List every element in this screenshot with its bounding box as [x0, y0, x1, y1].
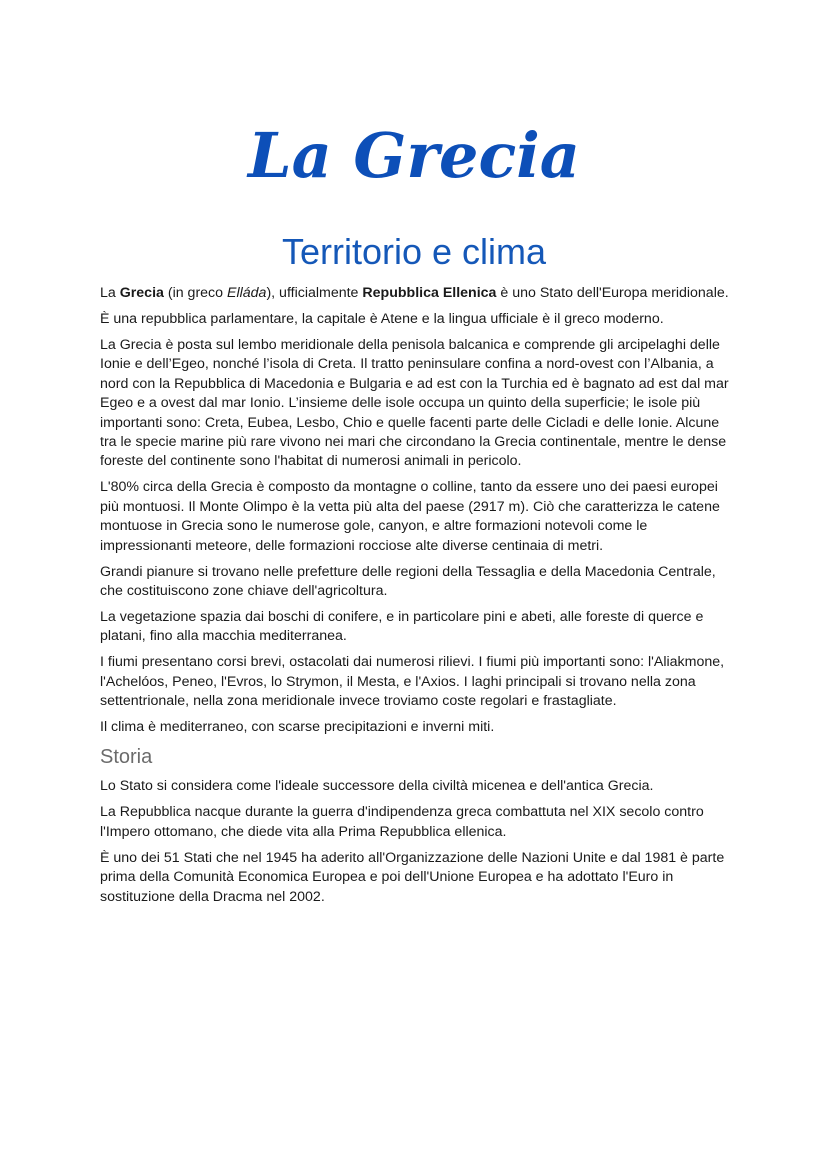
- paragraph-mountains: L'80% circa della Grecia è composto da montagne o colline, tanto da essere uno dei paesi europei più montuosi. Il Monte Olimpo è la vetta più alta del paese (2917 m). Ciò che caratterizza le catene montuose in Grecia sono le numerose gole, canyon, e altre formazioni notevoli come le impressionanti meteore, delle formazioni rocciose alte diverse centinaia di metri.: [100, 479, 720, 554]
- italic-term-ellada: Elláda: [227, 285, 267, 301]
- section-heading-territorio: Territorio e clima: [281, 231, 547, 272]
- paragraph-vegetation: La vegetazione spazia dai boschi di conifere, e in particolare pini e abeti, alle foreste di querce e platani, fino alla macchia mediterranea.: [100, 609, 704, 645]
- paragraph-history-1: Lo Stato si considera come l'ideale successore della civiltà micenea e dell'antica Grecia.: [100, 778, 654, 795]
- document-title: La Grecia: [248, 119, 580, 192]
- bold-term-grecia: Grecia: [119, 285, 164, 301]
- paragraph-plains: Grandi pianure si trovano nelle prefetture delle regioni della Tessaglia e della Macedonia Centrale, che costituiscono zone chiave dell'agricoltura.: [100, 563, 716, 600]
- paragraph-history-3: È uno dei 51 Stati che nel 1945 ha aderito all'Organizzazione delle Nazioni Unite e dal 1981 è parte prima della Comunità Economica Europea e poi dell'Unione Europea e ha adottato l'Euro in sostituzione della Dracma nel 2002.: [100, 849, 725, 905]
- text-run: La: [100, 285, 120, 301]
- paragraph-intro: [100, 284, 730, 303]
- text-run: è uno Stato dell'Europa meridionale.: [496, 285, 729, 301]
- text-run: ), ufficialmente: [266, 285, 363, 301]
- section-heading-storia: Storia: [100, 746, 153, 769]
- paragraph-geography: La Grecia è posta sul lembo meridionale della penisola balcanica e comprende gli arcipelaghi delle Ionie e dell’Egeo, nonché l’isola di Creta. Il tratto peninsulare confina a nord-ovest con l’Albania, a nord con la Repubblica di Macedonia e Bulgaria e ad est con la Turchia ed è bagnato ad est dal mar Egeo e a ovest dal mar Ionio. L’insieme delle isole occupa un quinto della superficie; le isole più importanti sono: Creta, Eubea, Lesbo, Chio e quelle facenti parte delle Cicladi e delle Ionie. Alcune tra le specie marine più rare vivono nei mari che circondano la Grecia continentale, mentre le dense foreste del continente sono l'habitat di numerosi animali in pericolo.: [100, 337, 729, 470]
- paragraph-rivers: I fiumi presentano corsi brevi, ostacolati dai numerosi rilievi. I fiumi più importanti sono: l'Aliakmone, l'Achelóos, Peneo, l'Evros, lo Strymon, il Mesta, e l'Axios. I laghi principali si trovano nella zona settentrionale, nella zona meridionale invece troviamo coste regolari e frastagliate.: [100, 654, 725, 710]
- document-body: [100, 284, 730, 914]
- paragraph-climate: Il clima è mediterraneo, con scarse precipitazioni e inverni miti.: [100, 719, 495, 736]
- bold-term-repubblica: Repubblica Ellenica: [362, 285, 497, 301]
- paragraph-capital: È una repubblica parlamentare, la capitale è Atene e la lingua ufficiale è il greco moderno.: [100, 311, 664, 327]
- text-run: (in greco: [163, 285, 227, 301]
- paragraph-history-2: La Repubblica nacque durante la guerra d'indipendenza greca combattuta nel XIX secolo contro l'Impero ottomano, che diede vita alla Prima Repubblica ellenica.: [100, 804, 704, 840]
